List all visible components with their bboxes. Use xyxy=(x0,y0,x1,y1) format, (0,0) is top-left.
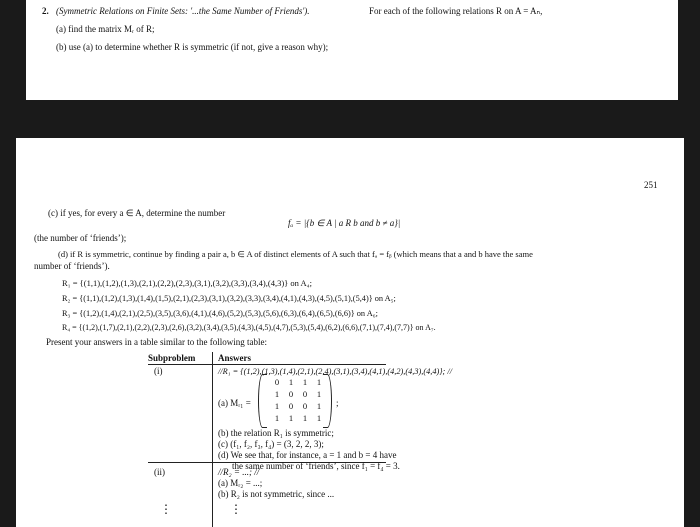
matrix-entry: 1 xyxy=(274,413,280,423)
relation-r3: R₃ = {(1,2),(1,4),(2,1),(2,5),(3,5),(3,6),(4,1),(4,6),(5,2),(5,3),(5,6),(6,3),(6,4),(6,5),(6,6)} on A₆; xyxy=(62,309,378,318)
matrix-entry: 1 xyxy=(288,377,294,387)
matrix-right-paren xyxy=(323,374,332,428)
matrix-entry: 0 xyxy=(302,389,308,399)
matrix-entry: 1 xyxy=(288,413,294,423)
row-ii-b: (b) R₂ is not symmetric, since ... xyxy=(218,489,335,499)
row-i-b: (b) the relation R₁ is symmetric; xyxy=(218,428,334,438)
matrix-entry: 0 xyxy=(288,389,294,399)
dots-left: ⋮ xyxy=(160,502,172,516)
header-rule xyxy=(148,364,386,365)
part-b: (b) use (a) to determine whether R is symmetric (if not, give a reason why); xyxy=(56,42,329,52)
row-ii-relation: //R₂ = ...; // xyxy=(218,467,260,477)
part-d-line2: number of ‘friends’). xyxy=(34,261,110,271)
dots-right: ⋮ xyxy=(230,502,242,516)
page-number: 251 xyxy=(644,180,658,190)
matrix-entry: 0 xyxy=(274,377,280,387)
relation-r4: R₄ = {(1,2),(1,7),(2,1),(2,2),(2,3),(2,6),(3,2),(3,4),(3,5),(4,3),(4,5),(4,7),(5,3),(5,4),(6,2),(6,6),(7,1),(7,4),(7,7)} on A₇. xyxy=(62,323,436,332)
question-number: 2. xyxy=(42,6,49,16)
row-i-d2: the same number of ‘friends’, since f₁ = f₄ = 3. xyxy=(232,461,400,471)
part-a: (a) find the matrix Mᵣ of R; xyxy=(56,24,155,34)
formula-fa: fₐ = |{b ∈ A | a R b and b ≠ a}| xyxy=(288,218,401,228)
part-d-line1: (d) if R is symmetric, continue by finding a pair a, b ∈ A of distinct elements of A such that fₐ = fᵦ (which means that a and b have the same xyxy=(58,249,533,259)
present-instruction: Present your answers in a table similar to the following table: xyxy=(46,337,267,347)
row-i-d1: (d) We see that, for instance, a = 1 and b = 4 have xyxy=(218,450,397,460)
matrix-left-paren xyxy=(258,374,267,428)
row-i-a-suffix: ; xyxy=(336,398,339,408)
matrix-grid xyxy=(270,376,326,424)
relation-r1: R₁ = {(1,1),(1,2),(1,3),(2,1),(2,2),(2,3),(3,1),(3,2),(3,3),(3,4),(4,3)} on A₄; xyxy=(62,278,312,288)
matrix-entry: 1 xyxy=(316,401,322,411)
matrix-entry: 1 xyxy=(274,401,280,411)
part-c: (c) if yes, for every a ∈ A, determine the number xyxy=(48,208,226,218)
page-bottom-fragment xyxy=(16,138,684,527)
row-i-label: (i) xyxy=(154,366,163,376)
matrix-entry: 0 xyxy=(302,401,308,411)
question-title: (Symmetric Relations on Finite Sets: '...the Same Number of Friends'). xyxy=(56,6,310,16)
matrix-entry: 1 xyxy=(274,389,280,399)
friends-note: (the number of ‘friends’); xyxy=(34,233,127,243)
matrix-entry: 1 xyxy=(316,389,322,399)
page-top-fragment xyxy=(26,0,678,100)
matrix-entry: 1 xyxy=(302,413,308,423)
matrix-entry: 1 xyxy=(316,413,322,423)
row-i-c: (c) (f₁, f₂, f₃, f₄) = (3, 2, 2, 3); xyxy=(218,439,324,449)
header-answers: Answers xyxy=(218,353,251,363)
column-divider xyxy=(212,352,213,527)
row-ii-a: (a) Mᵣ₂ = ...; xyxy=(218,478,263,488)
header-subproblem: Subproblem xyxy=(148,353,196,363)
matrix-entry: 0 xyxy=(288,401,294,411)
matrix-mr1 xyxy=(258,374,336,428)
row-i-relation: //R₁ = {(1,2),(1,3),(1,4),(2,1),(2,4),(3,1),(3,4),(4,1),(4,2),(4,3),(4,4)}; // xyxy=(218,367,453,376)
question-text: For each of the following relations R on A = Aₙ, xyxy=(369,6,543,16)
row-i-a-prefix: (a) Mᵣ₁ = xyxy=(218,398,251,408)
matrix-entry: 1 xyxy=(302,377,308,387)
row-ii-label: (ii) xyxy=(154,467,165,477)
matrix-entry: 1 xyxy=(316,377,322,387)
relation-r2: R₂ = {(1,1),(1,2),(1,3),(1,4),(1,5),(2,1),(2,3),(3,1),(3,2),(3,3),(3,4),(4,1),(4,3),(4,5),(5,1),(5,4)} on A₅; xyxy=(62,294,396,303)
